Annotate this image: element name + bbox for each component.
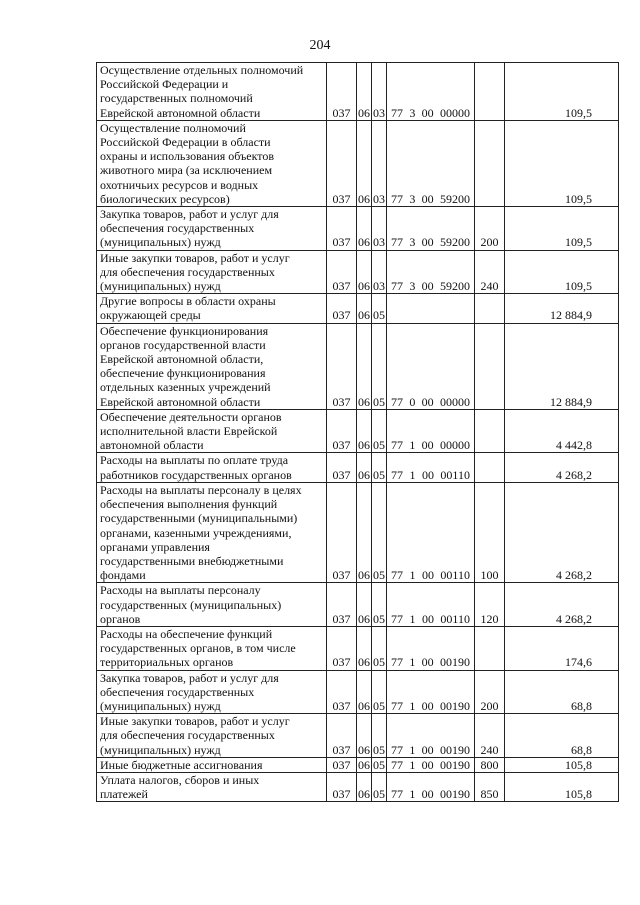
gr-cell: 037 [327, 207, 357, 251]
pr-cell: 05 [372, 626, 387, 670]
expense-name-cell [97, 757, 327, 772]
csr-part: 77 [391, 467, 403, 482]
gr-cell: 037 [327, 323, 357, 409]
pr-cell: 05 [373, 757, 385, 772]
expense-name-line: Другие вопросы в области охраны [100, 294, 276, 309]
csr-part: 1 [409, 568, 416, 583]
vr-cell [475, 453, 505, 482]
csr-code [389, 279, 472, 293]
pr-cell: 05 [372, 409, 387, 453]
expense-name-line: обеспечения государственных [100, 221, 255, 236]
csr-code [389, 438, 472, 452]
csr-part: 77 [391, 191, 403, 206]
sum-cell: 174,6 [505, 626, 619, 670]
table-row [97, 714, 619, 758]
expense-name-line: фондами [100, 568, 146, 583]
sum-cell: 68,8 [505, 714, 619, 758]
vr-cell [475, 294, 505, 323]
expense-name-line: исполнительной власти Еврейской [100, 424, 278, 439]
expense-name-cell [97, 323, 327, 409]
gr-cell: 037 [327, 714, 357, 758]
pr-cell: 05 [372, 482, 387, 582]
gr-cell: 037 [327, 409, 357, 453]
rz-cell: 06 [357, 294, 372, 323]
csr-part: 59200 [439, 279, 470, 294]
expense-name-line: (муниципальных) нужд [100, 279, 221, 294]
pr-cell: 03 [372, 207, 387, 251]
expense-name-cell [97, 294, 327, 323]
expense-name-line: (муниципальных) нужд [100, 235, 221, 250]
sum-cell: 109,5 [505, 207, 619, 251]
expense-name-cell [97, 626, 327, 670]
pr-cell: 05 [372, 453, 387, 482]
csr-code [389, 787, 472, 801]
csr-part: 00 [421, 105, 434, 120]
gr-cell: 037 [327, 482, 357, 582]
pr-cell: 05 [372, 323, 387, 409]
expense-name-cell [97, 250, 327, 294]
csr-part: 00000 [439, 394, 470, 409]
expense-name-line: Иные закупки товаров, работ и услуг [100, 714, 290, 729]
pr-cell: 03 [372, 250, 387, 294]
expense-name-line: Еврейской автономной области [100, 394, 261, 409]
csr-cell [387, 250, 475, 294]
csr-code [389, 699, 472, 713]
csr-part: 00 [421, 757, 434, 772]
csr-code [389, 235, 472, 249]
rz-cell: 06 [357, 583, 372, 627]
expense-name-line: Еврейской автономной области, [100, 352, 264, 367]
csr-part: 77 [391, 757, 403, 772]
vr-cell [475, 409, 505, 453]
pr-cell: 05 [372, 772, 387, 801]
pr-cell: 05 [372, 294, 387, 323]
expense-name-line: обеспечения выполнения функций [100, 497, 278, 512]
csr-part: 00190 [439, 698, 470, 713]
csr-part: 00 [421, 191, 434, 206]
sum-cell: 105,8 [505, 772, 619, 801]
vr-cell [475, 120, 505, 206]
expense-name-line: охотничьих ресурсов и водных [100, 177, 259, 192]
expense-name-line: Расходы на выплаты персоналу [100, 583, 261, 598]
expense-name-line: органами, казенными учреждениями, [100, 525, 292, 540]
vr-cell: 240 [475, 250, 505, 294]
csr-part: 77 [391, 611, 403, 626]
pr-cell: 05 [372, 583, 387, 627]
csr-code [389, 192, 472, 206]
csr-code [389, 468, 472, 482]
vr-cell: 850 [475, 772, 505, 801]
sum-cell: 105,8 [505, 757, 619, 772]
rz-cell: 06 [357, 207, 372, 251]
csr-part: 00 [421, 742, 434, 757]
csr-part: 3 [409, 235, 416, 250]
rz-cell: 06 [357, 670, 372, 714]
budget-table-body [97, 63, 619, 802]
expense-name-line: Расходы на обеспечение функций [100, 626, 273, 641]
table-row [97, 250, 619, 294]
vr-cell: 120 [475, 583, 505, 627]
csr-cell [387, 670, 475, 714]
csr-part: 00190 [439, 787, 470, 802]
expense-name-line: работников государственных органов [100, 467, 292, 482]
csr-part: 00110 [440, 568, 470, 583]
gr-cell: 037 [327, 294, 357, 323]
expense-name-line: (муниципальных) нужд [100, 698, 221, 713]
table-row [97, 409, 619, 453]
pr-cell: 03 [372, 120, 387, 206]
csr-part: 3 [409, 191, 416, 206]
expense-name-cell [97, 409, 327, 453]
rz-cell: 06 [357, 453, 372, 482]
expense-name-line: для обеспечения государственных [100, 728, 275, 743]
expense-name-line: Иные закупки товаров, работ и услуг [100, 250, 290, 265]
expense-name-line: государственными внебюджетными [100, 553, 284, 568]
pr-cell: 05 [372, 714, 387, 758]
table-row [97, 757, 619, 772]
expense-name-line: Уплата налогов, сборов и иных [100, 772, 260, 787]
csr-cell [387, 294, 475, 323]
csr-part: 00000 [439, 438, 470, 453]
expense-name-cell [97, 670, 327, 714]
csr-cell [387, 714, 475, 758]
expense-name-line: Закупка товаров, работ и услуг для [100, 670, 279, 685]
rz-cell: 06 [357, 482, 372, 582]
table-row [97, 323, 619, 409]
csr-part: 00 [421, 235, 434, 250]
csr-part: 59200 [439, 191, 470, 206]
csr-part: 1 [409, 655, 416, 670]
vr-cell: 100 [475, 482, 505, 582]
pr-cell: 05 [372, 670, 387, 714]
expense-name-line: отдельных казенных учреждений [100, 380, 271, 395]
expense-name-line: биологических ресурсов) [100, 191, 230, 206]
vr-cell: 240 [475, 714, 505, 758]
csr-part: 00 [421, 279, 434, 294]
sum-cell: 109,5 [505, 250, 619, 294]
rz-cell: 06 [357, 250, 372, 294]
budget-table [96, 62, 619, 802]
csr-part: 59200 [439, 235, 470, 250]
table-row [97, 294, 619, 323]
gr-cell: 037 [327, 250, 357, 294]
table-row [97, 626, 619, 670]
expense-name-line: охраны и использования объектов [100, 149, 275, 164]
rz-cell: 06 [358, 757, 370, 772]
expense-name-line: государственных полномочий [100, 91, 253, 106]
expense-name-cell [97, 453, 327, 482]
rz-cell: 06 [357, 120, 372, 206]
csr-cell [387, 453, 475, 482]
sum-cell: 12 884,9 [505, 294, 619, 323]
expense-name-line: Российской Федерации и [100, 77, 229, 92]
expense-name-line: Еврейской автономной области [100, 105, 261, 120]
vr-cell: 200 [475, 670, 505, 714]
csr-part: 0 [409, 394, 416, 409]
csr-part: 00190 [439, 655, 470, 670]
csr-part: 1 [409, 742, 416, 757]
vr-cell [475, 63, 505, 121]
expense-name-line: обеспечение функционирования [100, 366, 266, 381]
rz-cell: 06 [357, 63, 372, 121]
table-row [97, 583, 619, 627]
expense-name-cell [97, 207, 327, 251]
csr-cell [387, 757, 475, 772]
csr-part: 00190 [439, 757, 470, 772]
rz-cell: 06 [357, 626, 372, 670]
csr-code [389, 743, 472, 757]
gr-cell: 037 [327, 626, 357, 670]
expense-name-line: Осуществление отдельных полномочий [100, 63, 304, 77]
expense-name-line: Закупка товаров, работ и услуг для [100, 207, 279, 222]
expense-name-line: Осуществление полномочий [100, 120, 246, 135]
csr-part: 3 [409, 105, 416, 120]
expense-name-cell [97, 714, 327, 758]
csr-part: 00 [421, 438, 434, 453]
expense-name-line: Обеспечение деятельности органов [100, 409, 282, 424]
csr-cell [387, 207, 475, 251]
expense-name-line: платежей [100, 787, 148, 802]
vr-cell: 800 [475, 757, 505, 772]
table-row [97, 207, 619, 251]
csr-part: 1 [409, 787, 416, 802]
csr-code [389, 395, 472, 409]
expense-name-line: территориальных органов [100, 655, 234, 670]
csr-part: 00110 [440, 611, 470, 626]
csr-part: 3 [409, 279, 416, 294]
csr-part: 77 [391, 787, 403, 802]
page-number: 204 [309, 38, 331, 53]
csr-part: 77 [391, 742, 403, 757]
gr-cell: 037 [327, 772, 357, 801]
csr-part: 77 [391, 279, 403, 294]
csr-code [389, 758, 472, 772]
csr-part: 77 [391, 698, 403, 713]
expense-name-line: органов государственной власти [100, 337, 266, 352]
csr-part: 1 [409, 438, 416, 453]
gr-cell: 037 [327, 583, 357, 627]
sum-cell: 4 268,2 [505, 482, 619, 582]
csr-part: 00 [421, 611, 434, 626]
table-row [97, 63, 619, 121]
expense-name-line: государственных (муниципальных) [100, 597, 282, 612]
expense-name-cell [97, 120, 327, 206]
csr-code [389, 612, 472, 626]
csr-part: 77 [391, 438, 403, 453]
rz-cell: 06 [357, 323, 372, 409]
expense-name-line: Российской Федерации в области [100, 135, 271, 150]
csr-part: 1 [409, 611, 416, 626]
expense-name-cell [97, 583, 327, 627]
csr-part: 1 [409, 757, 416, 772]
rz-cell: 06 [357, 714, 372, 758]
csr-part: 00 [421, 394, 434, 409]
csr-part: 00000 [439, 105, 470, 120]
expense-name-cell [97, 63, 327, 121]
csr-code [389, 655, 472, 669]
expense-name-cell [97, 482, 327, 582]
csr-cell [387, 626, 475, 670]
expense-name-line: Иные бюджетные ассигнования [100, 757, 263, 772]
csr-code [389, 106, 472, 120]
expense-name-line: для обеспечения государственных [100, 264, 275, 279]
csr-part: 00 [421, 655, 434, 670]
csr-cell [387, 772, 475, 801]
csr-part: 77 [391, 105, 403, 120]
sum-cell: 4 268,2 [505, 453, 619, 482]
sum-cell: 4 268,2 [505, 583, 619, 627]
expense-name-line: автономной области [100, 438, 204, 453]
csr-cell [387, 120, 475, 206]
sum-cell: 12 884,9 [505, 323, 619, 409]
vr-cell: 200 [475, 207, 505, 251]
expense-name-line: животного мира (за исключением [100, 163, 273, 178]
csr-code [389, 568, 472, 582]
csr-part: 77 [391, 655, 403, 670]
csr-part: 00190 [439, 742, 470, 757]
table-row [97, 772, 619, 801]
table-row [97, 453, 619, 482]
csr-part: 1 [409, 698, 416, 713]
csr-part: 00110 [440, 467, 470, 482]
gr-cell: 037 [327, 63, 357, 121]
csr-cell [387, 583, 475, 627]
sum-cell: 109,5 [505, 120, 619, 206]
csr-part: 77 [391, 235, 403, 250]
table-row [97, 670, 619, 714]
csr-part: 1 [409, 467, 416, 482]
rz-cell: 06 [357, 409, 372, 453]
csr-part: 00 [421, 787, 434, 802]
expense-name-line: государственных органов, в том числе [100, 641, 296, 656]
expense-name-line: органами управления [100, 539, 210, 554]
table-row [97, 120, 619, 206]
csr-part: 00 [421, 568, 434, 583]
expense-name-cell [97, 772, 327, 801]
csr-cell [387, 409, 475, 453]
csr-part: 77 [391, 568, 403, 583]
gr-cell: 037 [327, 757, 357, 772]
csr-cell [387, 482, 475, 582]
csr-part: 00 [421, 698, 434, 713]
expense-name-line: государственными (муниципальными) [100, 511, 298, 526]
sum-cell: 109,5 [505, 63, 619, 121]
gr-cell: 037 [327, 670, 357, 714]
sum-cell: 68,8 [505, 670, 619, 714]
gr-cell: 037 [327, 453, 357, 482]
csr-cell [387, 323, 475, 409]
expense-name-line: Обеспечение функционирования [100, 323, 269, 338]
expense-name-line: Расходы на выплаты по оплате труда [100, 453, 289, 468]
sum-cell: 4 442,8 [505, 409, 619, 453]
expense-name-line: Расходы на выплаты персоналу в целях [100, 482, 302, 497]
csr-part: 77 [391, 394, 403, 409]
pr-cell: 03 [372, 63, 387, 121]
expense-name-line: органов [100, 611, 141, 626]
expense-name-line: (муниципальных) нужд [100, 742, 221, 757]
vr-cell [475, 323, 505, 409]
csr-part: 00 [421, 467, 434, 482]
gr-cell: 037 [327, 120, 357, 206]
rz-cell: 06 [357, 772, 372, 801]
vr-cell [475, 626, 505, 670]
csr-cell [387, 63, 475, 121]
expense-name-line: обеспечения государственных [100, 684, 255, 699]
table-row [97, 482, 619, 582]
expense-name-line: окружающей среды [100, 308, 201, 323]
